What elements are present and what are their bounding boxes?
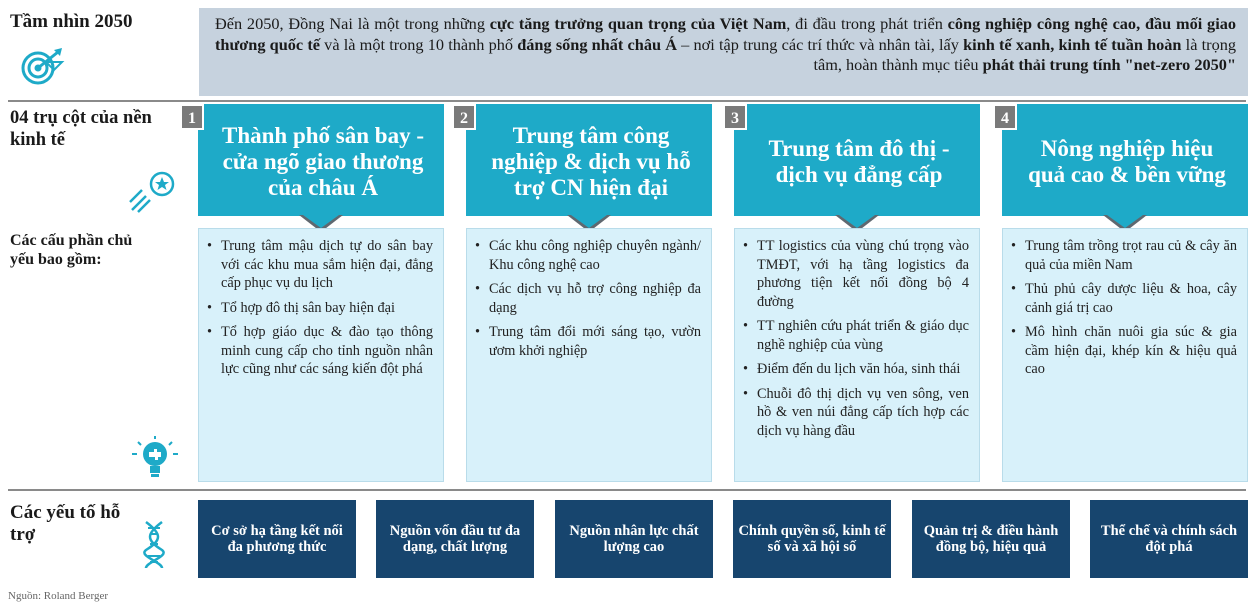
- pillar-4-components: [1002, 228, 1248, 482]
- pillar-4-number: 4: [993, 104, 1017, 130]
- support-label: Các yếu tố hỗ trợ: [10, 502, 121, 545]
- pillar-3-item: • Điểm đến du lịch văn hóa, sinh thái: [743, 360, 969, 379]
- pillar-1-number: 1: [180, 104, 204, 130]
- pillar-1-components: [198, 228, 444, 482]
- pillar-3-item: • Chuỗi đô thị dịch vụ ven sông, ven hồ & ven núi đẳng cấp tích hợp các dịch vụ hàng đầu: [743, 385, 969, 441]
- divider-support: [8, 489, 1246, 491]
- pillars-label: 04 trụ cột của nền kinh tế: [10, 108, 152, 150]
- pillar-1-item: • Tổ hợp giáo dục & đào tạo thông minh cung cấp cho tỉnh nguồn nhân lực cũng như các sáng kiến đột phá: [207, 323, 433, 379]
- vision-text-run: kinh tế xanh, kinh tế tuần hoàn: [963, 34, 1182, 54]
- support-digital-government: Chính quyền số, kinh tế số và xã hội số: [733, 500, 891, 578]
- pillar-2-number: 2: [452, 104, 476, 130]
- support-governance: Quản trị & điều hành đồng bộ, hiệu quả: [912, 500, 1070, 578]
- pillar-1-title: Thành phố sân bay - cửa ngõ giao thương của châu Á: [198, 104, 444, 216]
- support-institutions: Thể chế và chính sách đột phá: [1090, 500, 1248, 578]
- pillar-3-item: • TT logistics của vùng chú trọng vào TMĐT, với hạ tầng logistics đa phương tiện kết nối đồng bộ 4 đường: [743, 237, 969, 311]
- rocket-star-icon: [128, 170, 176, 214]
- vision-text-run: công nghiệp công nghệ cao, đầu mối giao thương quốc tế: [215, 14, 1237, 54]
- vision-text-run: Đến 2050, Đồng Nai là một trong những: [215, 14, 490, 33]
- pillar-4-item: • Trung tâm trồng trọt rau củ & cây ăn quả của miền Nam: [1011, 237, 1237, 274]
- pillar-3-components: [734, 228, 980, 482]
- pillar-1-arrow-fill: [303, 215, 339, 228]
- pillar-4-item: • Thủ phủ cây dược liệu & hoa, cây cảnh giá trị cao: [1011, 280, 1237, 317]
- vision-text-run: là trọng tâm, hoàn thành mục tiêu: [813, 34, 1236, 74]
- pillar-2-components: [466, 228, 712, 482]
- pillar-4-item: • Mô hình chăn nuôi gia súc & gia cầm hiện đại, khép kín & hiệu quả cao: [1011, 323, 1237, 379]
- dna-icon: [140, 520, 168, 570]
- vision-text-run: cực tăng trưởng quan trọng của Việt Nam: [489, 14, 787, 33]
- pillar-1-item: • Tổ hợp đô thị sân bay hiện đại: [207, 299, 433, 318]
- source-note: Nguồn: Roland Berger: [8, 590, 109, 602]
- vision-text-run: – nơi tập trung các trí thức và nhân tài, lấy: [676, 34, 964, 54]
- pillar-2-item: • Trung tâm đổi mới sáng tạo, vườn ươm khởi nghiệp: [475, 323, 701, 360]
- support-investment: Nguồn vốn đầu tư đa dạng, chất lượng: [376, 500, 534, 578]
- vision-label: Tầm nhìn 2050: [10, 11, 133, 32]
- pillar-3-number: 3: [723, 104, 747, 130]
- support-human-resources: Nguồn nhân lực chất lượng cao: [555, 500, 713, 578]
- components-label: Các cấu phần chủ yếu bao gồm:: [10, 232, 133, 268]
- pillar-3-title: Trung tâm đô thị - dịch vụ đẳng cấp: [734, 104, 980, 216]
- vision-text-run: , đi đầu trong phát triển: [786, 14, 948, 33]
- support-infrastructure: Cơ sở hạ tầng kết nối đa phương thức: [198, 500, 356, 578]
- vision-text-run: phát thải trung tính "net-zero 2050": [982, 55, 1236, 74]
- vision-text-run: đáng sống nhất châu Á: [517, 34, 677, 54]
- lightbulb-puzzle-icon: [130, 436, 180, 480]
- pillar-2-arrow-fill: [571, 215, 607, 228]
- pillar-4-title: Nông nghiệp hiệu quả cao & bền vững: [1002, 104, 1248, 216]
- pillar-2-item: • Các khu công nghiệp chuyên ngành/ Khu công nghệ cao: [475, 237, 701, 274]
- pillar-3-arrow-fill: [839, 215, 875, 228]
- divider-vision: [8, 100, 1246, 102]
- pillar-2-title: Trung tâm công nghiệp & dịch vụ hỗ trợ CN hiện đại: [466, 104, 712, 216]
- pillar-4-arrow-fill: [1107, 215, 1143, 228]
- vision-text-run: và là một trong 10 thành phố: [319, 34, 518, 54]
- target-arrow-icon: [20, 46, 66, 86]
- vision-statement: [199, 8, 1248, 96]
- pillar-2-item: • Các dịch vụ hỗ trợ công nghiệp đa dạng: [475, 280, 701, 317]
- pillar-3-item: • TT nghiên cứu phát triển & giáo dục nghề nghiệp của vùng: [743, 317, 969, 354]
- pillar-1-item: • Trung tâm mậu dịch tự do sân bay với các khu mua sắm hiện đại, đẳng cấp phục vụ du lịch: [207, 237, 433, 293]
